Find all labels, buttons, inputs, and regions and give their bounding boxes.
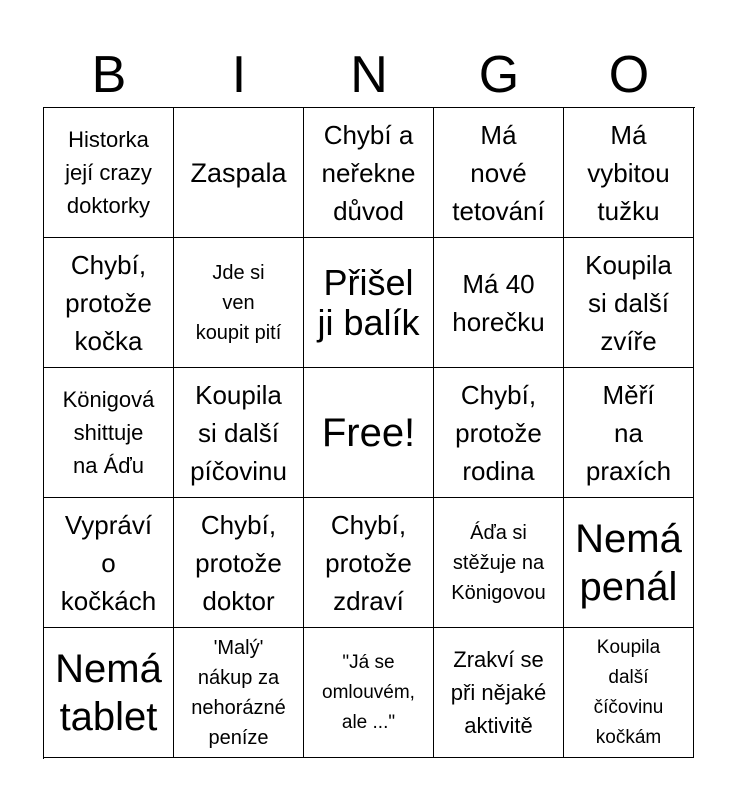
bingo-cell-text: Koupila další číčovinu kočkám	[593, 636, 664, 748]
bingo-cell[interactable]	[564, 628, 694, 758]
bingo-cell-text: Vypráví o kočkách	[60, 509, 157, 616]
bingo-cell[interactable]	[434, 628, 564, 758]
bingo-cell[interactable]	[304, 628, 434, 758]
bingo-cell-text: Chybí a neřekne důvod	[321, 119, 416, 226]
bingo-cell-text: Chybí, protože rodina	[455, 379, 542, 486]
header-letter-o: O	[608, 46, 650, 104]
bingo-cell[interactable]	[44, 498, 174, 628]
bingo-cell-text: Nemá penál	[575, 516, 682, 609]
bingo-cell[interactable]	[564, 368, 694, 498]
bingo-cell-text: Koupila si další píčovinu	[190, 379, 287, 486]
bingo-cell[interactable]	[564, 238, 694, 368]
bingo-cell[interactable]	[174, 238, 304, 368]
free-space[interactable]	[304, 368, 434, 498]
bingo-cell-text: Měří na praxích	[585, 379, 672, 486]
bingo-cell[interactable]	[44, 628, 174, 758]
free-space-label: Free!	[321, 410, 416, 455]
header-letter-i: I	[231, 46, 247, 104]
bingo-cell[interactable]	[304, 498, 434, 628]
bingo-cell-text: Koupila si další zvíře	[585, 249, 672, 356]
bingo-cell-text: Chybí, protože zdraví	[325, 509, 412, 616]
header-letter-g: G	[478, 46, 520, 104]
bingo-cell-text: "Já se omlouvém, ale ..."	[322, 651, 415, 733]
header-letter-b: B	[91, 46, 127, 104]
bingo-cell-text: Zrakví se při nějaké aktivitě	[450, 647, 547, 738]
bingo-cell-text: Má 40 horečku	[452, 268, 545, 337]
bingo-cell[interactable]	[174, 628, 304, 758]
bingo-cell[interactable]	[174, 368, 304, 498]
bingo-cell-text: Přišel ji balík	[317, 261, 420, 343]
bingo-cell[interactable]	[564, 498, 694, 628]
bingo-cell-text: Königová shittuje na Áďu	[62, 387, 155, 478]
bingo-cell[interactable]	[44, 368, 174, 498]
bingo-cell[interactable]	[434, 368, 564, 498]
bingo-cell-text: Áďa si stěžuje na Königovou	[451, 521, 546, 604]
bingo-cell[interactable]	[44, 108, 174, 238]
bingo-cell[interactable]	[174, 498, 304, 628]
bingo-cell-text: Jde si ven koupit pití	[195, 261, 282, 344]
bingo-cell[interactable]	[564, 108, 694, 238]
bingo-cell[interactable]	[44, 238, 174, 368]
bingo-card-grid	[43, 107, 695, 759]
bingo-cell[interactable]	[434, 238, 564, 368]
bingo-cell[interactable]	[304, 108, 434, 238]
bingo-cell-text: Historka její crazy doktorky	[65, 127, 152, 218]
bingo-cell-text: Chybí, protože kočka	[65, 249, 152, 356]
bingo-cell[interactable]	[174, 108, 304, 238]
bingo-cell[interactable]	[434, 108, 564, 238]
bingo-cell[interactable]	[304, 238, 434, 368]
bingo-cell-text: 'Malý' nákup za nehorázné peníze	[191, 636, 286, 749]
bingo-cell-text: Zaspala	[190, 157, 287, 188]
bingo-cell-text: Nemá tablet	[55, 646, 162, 739]
bingo-cell[interactable]	[434, 498, 564, 628]
bingo-header	[44, 42, 694, 108]
bingo-cell-text: Chybí, protože doktor	[195, 509, 282, 616]
bingo-cell-text: Má vybitou tužku	[587, 119, 670, 226]
header-letter-n: N	[350, 46, 388, 104]
bingo-cell-text: Má nové tetování	[452, 119, 545, 226]
